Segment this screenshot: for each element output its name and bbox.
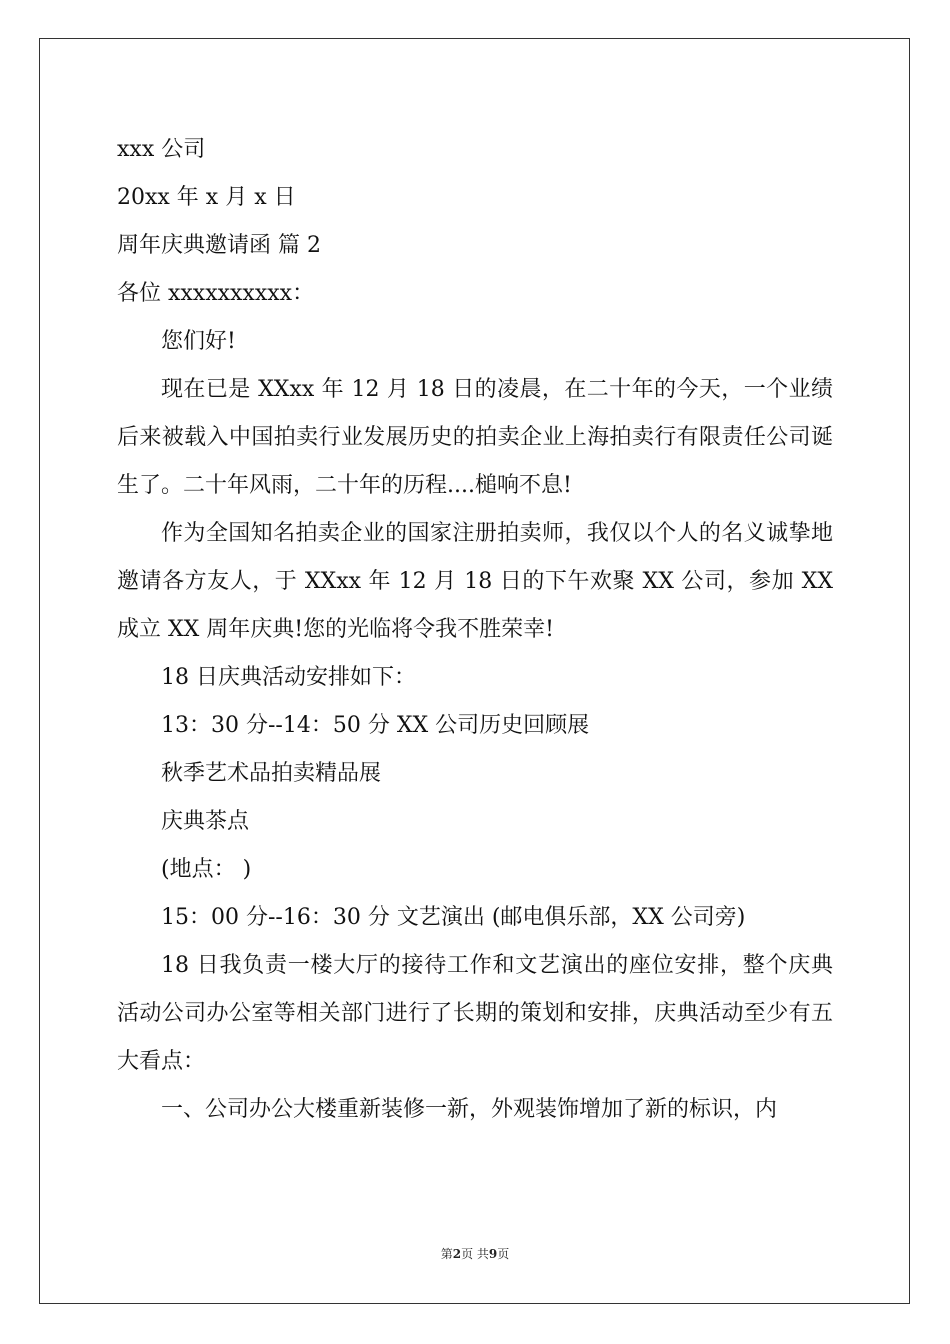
page-current: 2: [452, 1247, 462, 1261]
letter-date: 20xx 年 x 月 x 日: [117, 185, 296, 210]
paragraph-invitation: 作为全国知名拍卖企业的国家注册拍卖师，我仅以个人的名义诚挚地邀请各方友人，于 XXxx 年 12 月 18 日的下午欢聚 XX 公司，参加 XX 成立 XX 周年庆典!您的光临将令我不胜荣幸!: [117, 521, 833, 642]
paragraph-history: 现在已是 XXxx 年 12 月 18 日的凌晨，在二十年的今天，一个业绩后来被载入中国拍卖行业发展历史的拍卖企业上海拍卖行有限责任公司诞生了。二十年风雨，二十年的历程....槌响不息!: [117, 377, 833, 498]
schedule-item: 13：30 分--14：50 分 XX 公司历史回顾展: [161, 713, 590, 738]
greeting: 您们好!: [161, 329, 236, 354]
document-body: [117, 126, 833, 1134]
page-mid: 页 共: [461, 1247, 489, 1261]
schedule-item: (地点： ): [161, 857, 252, 882]
page-prefix: 第: [440, 1247, 453, 1261]
page-suffix: 页: [497, 1247, 510, 1261]
company-name: xxx 公司: [117, 137, 206, 162]
schedule-intro: 18 日庆典活动安排如下：: [161, 665, 416, 690]
schedule-item: 秋季艺术品拍卖精品展: [161, 761, 382, 786]
schedule-item: 15：00 分--16：30 分 文艺演出 (邮电俱乐部，XX 公司旁): [161, 905, 746, 930]
page-footer: [0, 1246, 950, 1262]
salutation: 各位 xxxxxxxxxx：: [117, 281, 315, 306]
schedule-item: 庆典茶点: [161, 809, 250, 834]
letter-title: 周年庆典邀请函 篇 2: [117, 233, 321, 258]
page-total: 9: [488, 1247, 498, 1261]
paragraph-highlight-one: 一、公司办公大楼重新装修一新，外观装饰增加了新的标识，内: [161, 1097, 778, 1122]
paragraph-arrangements: 18 日我负责一楼大厅的接待工作和文艺演出的座位安排，整个庆典活动公司办公室等相关部门进行了长期的策划和安排，庆典活动至少有五大看点：: [117, 953, 833, 1074]
